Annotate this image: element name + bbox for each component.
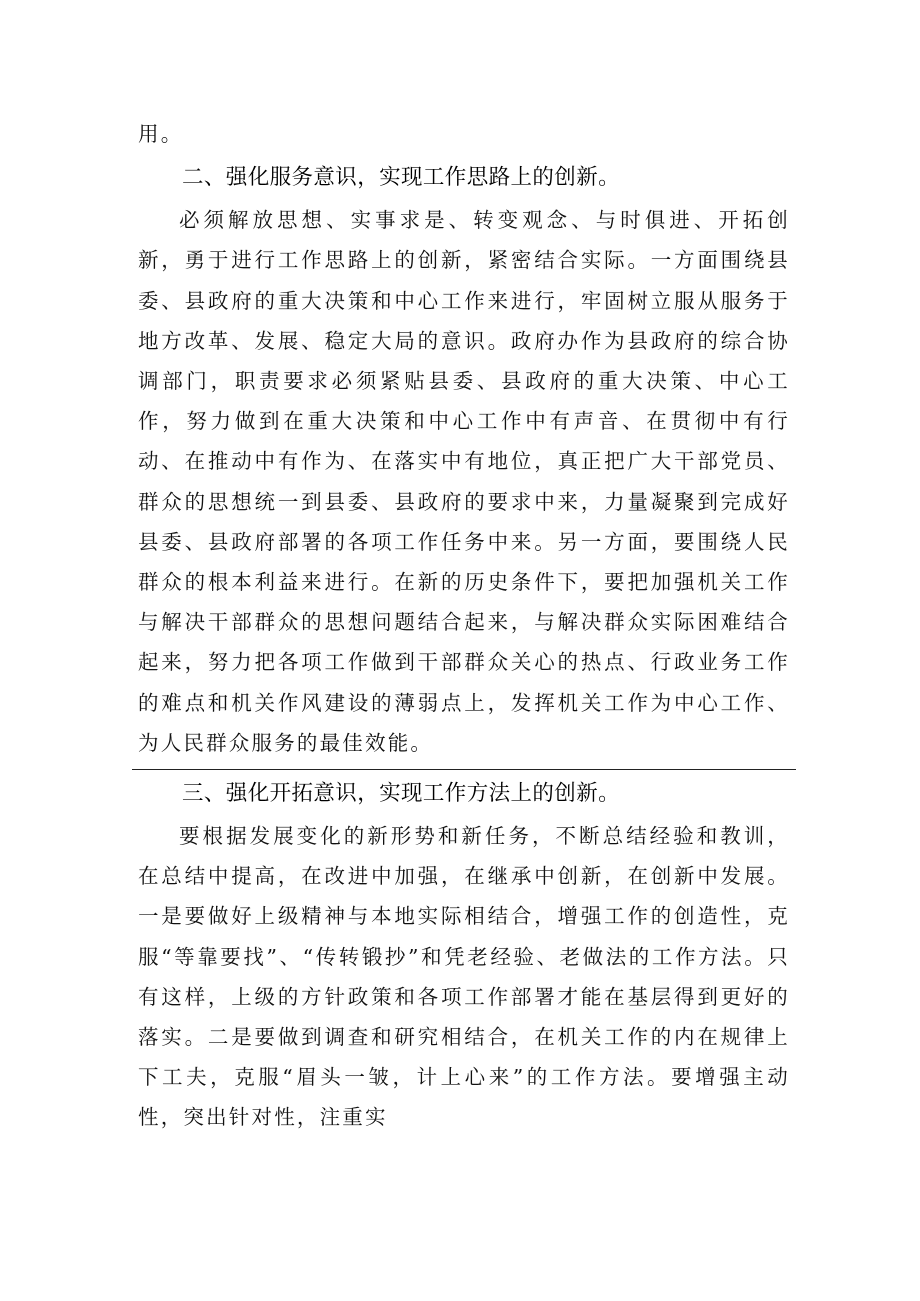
section-heading-service: 二、强化服务意识，实现工作思路上的创新。 xyxy=(182,165,621,191)
section-paragraph-service: 必须解放思想、实事求是、转变观念、与时俱进、开拓创新，勇于进行工作思路上的创新，紧密结合实际。一方面围绕县委、县政府的重大决策和中心工作来进行，牢固树立服从服务于地方改革、发展、稳定大局的意识。政府办作为县政府的综合协调部门，职责要求必须紧贴县委、县政府的重大决策、中心工作，努力做到在重大决策和中心工作中有声音、在贯彻中有行动、在推动中有作为、在落实中有地位，真正把广大干部党员、群众的思想统一到县委、县政府的要求中来，力量凝聚到完成好县委、县政府部署的各项工作任务中来。另一方面，要围绕人民群众的根本利益来进行。在新的历史条件下，要把加强机关工作与解决干部群众的思想问题结合起来，与解决群众实际困难结合起来，努力把各项工作做到干部群众关心的热点、行政业务工作的难点和机关作风建设的薄弱点上，发挥机关工作为中心工作、为人民群众服务的最佳效能。 xyxy=(138,208,790,755)
section-paragraph-pioneering: 要根据发展变化的新形势和新任务，不断总结经验和教训，在总结中提高，在改进中加强，在继承中创新，在创新中发展。一是要做好上级精神与本地实际相结合，增强工作的创造性，克服“等靠要找”、“传转锻抄”和凭老经验、老做法的工作方法。只有这样，上级的方针政策和各项工作部署才能在基层得到更好的落实。二是要做到调查和研究相结合，在机关工作的内在规律上下工夫，克服“眉头一皱，计上心来”的工作方法。要增强主动性，突出针对性，注重实 xyxy=(138,824,790,1130)
previous-paragraph-tail: 用。 xyxy=(138,122,184,146)
document-body xyxy=(138,114,790,1138)
section-heading-pioneering: 三、强化开拓意识，实现工作方法上的创新。 xyxy=(182,781,621,807)
horizontal-divider xyxy=(132,769,796,770)
